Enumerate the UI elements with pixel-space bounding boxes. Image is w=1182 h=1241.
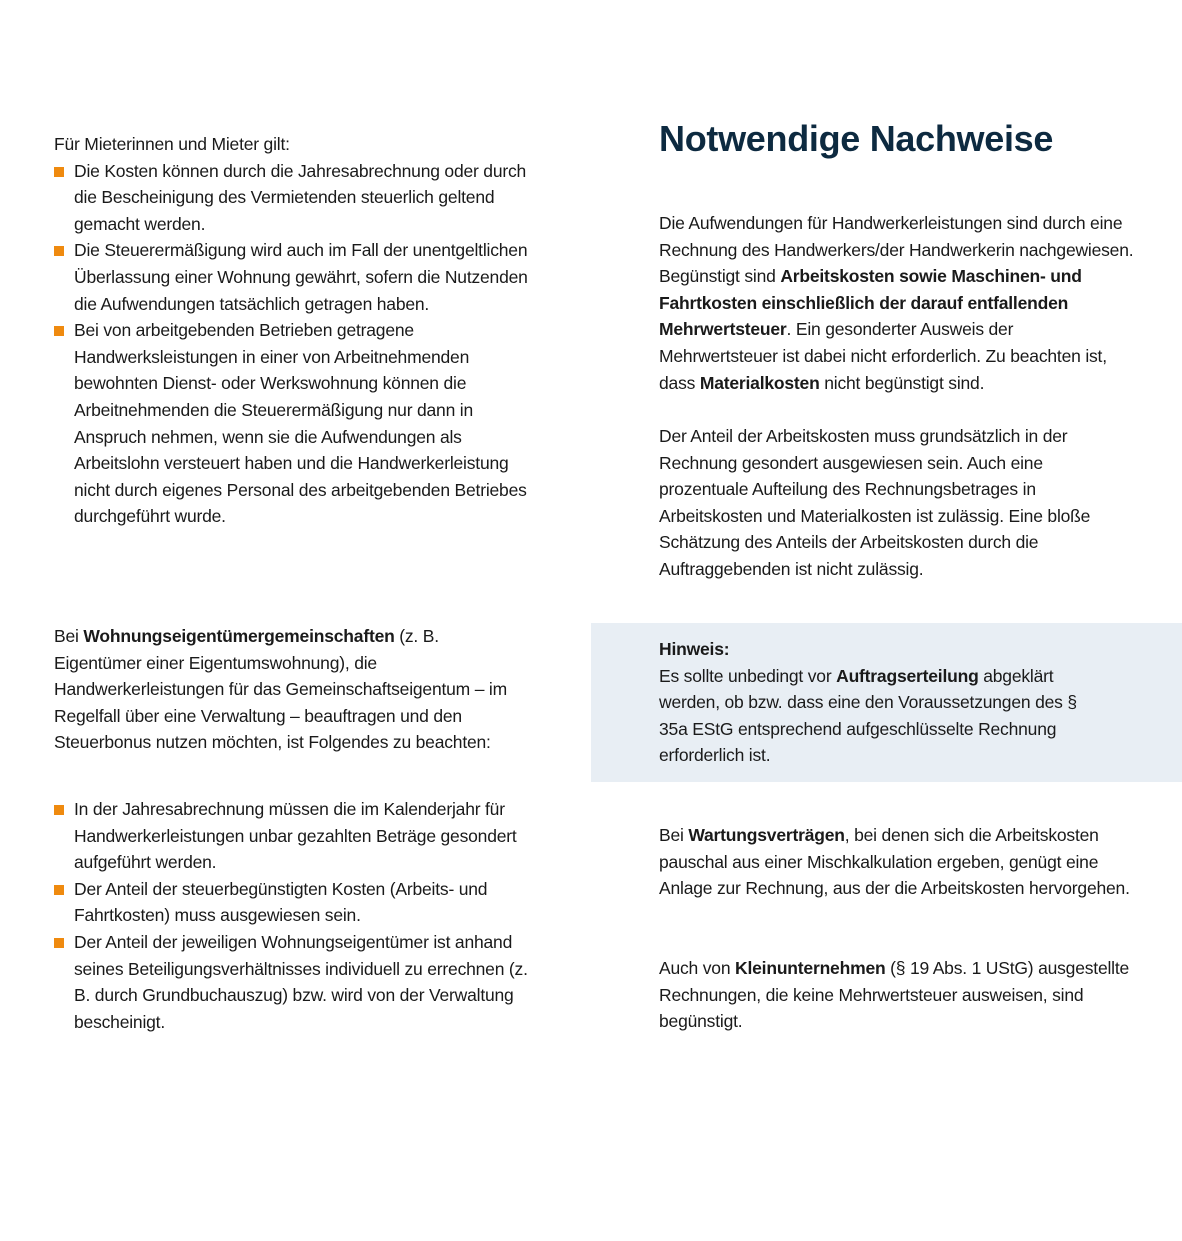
square-bullet-icon: [54, 246, 64, 256]
weg-list: [54, 796, 529, 1035]
tenants-intro: Für Mieterinnen und Mieter gilt:: [54, 134, 290, 154]
square-bullet-icon: [54, 167, 64, 177]
list-item: In der Jahresabrechnung müssen die im Kalenderjahr für Handwerkerleistungen unbar gezahlten Beträge gesondert aufgeführt werden.: [54, 796, 529, 876]
tenants-list: [54, 158, 529, 530]
weg-paragraph: Bei Wohnungseigentümergemeinschaften (z. B. Eigentümer einer Eigentumswohnung), die Handwerkerleistungen für das Gemeinschaftseigentum – im Regelfall über eine Verwaltung – beauftragen und den Steuerbonus nutzen möchten, ist Folgendes zu beachten:: [54, 626, 507, 753]
proof-paragraph: Die Aufwendungen für Handwerkerleistungen sind durch eine Rechnung des Handwerkers/der Handwerkerin nachgewiesen. Begünstigt sind Arbeitskosten sowie Maschinen- und Fahrtkosten einschließlich der darauf entfallenden Mehrwertsteuer. Ein gesonderter Ausweis der Mehrwertsteuer ist dabei nicht erforderlich. Zu beachten ist, dass Materialkosten nicht begünstigt sind.: [659, 213, 1134, 393]
list-item: Die Steuerermäßigung wird auch im Fall der unentgeltlichen Überlassung einer Wohnung gewährt, sofern die Nutzenden die Aufwendungen tatsächlich getragen haben.: [54, 237, 529, 317]
square-bullet-icon: [54, 805, 64, 815]
square-bullet-icon: [54, 326, 64, 336]
labor-costs-paragraph: Der Anteil der Arbeitskosten muss grundsätzlich in der Rechnung gesondert ausgewiesen sein. Auch eine prozentuale Aufteilung des Rechnungsbetrages in Arbeitskosten und Materialkosten ist zulässig. Eine bloße Schätzung des Anteils der Arbeitskosten durch die Auftraggebenden ist nicht zulässig.: [659, 426, 1091, 579]
square-bullet-icon: [54, 938, 64, 948]
note-content: Hinweis: Es sollte unbedingt vor Auftragserteilung abgeklärt werden, ob bzw. dass eine den Voraussetzungen des § 35a EStG entsprechend aufgeschlüsselte Rechnung erforderlich ist.: [659, 639, 1077, 766]
maintenance-paragraph: Bei Wartungsverträgen, bei denen sich die Arbeitskosten pauschal aus einer Mischkalkulation ergeben, genügt eine Anlage zur Rechnung, aus der die Arbeitskosten hervorgehen.: [659, 825, 1130, 899]
small-business-paragraph: Auch von Kleinunternehmen (§ 19 Abs. 1 UStG) ausgestellte Rechnungen, die keine Mehrwertsteuer ausweisen, sind begünstigt.: [659, 958, 1130, 1032]
note-title: Hinweis:: [659, 639, 730, 659]
square-bullet-icon: [54, 885, 64, 895]
tenants-section: [54, 131, 529, 530]
list-item: Bei von arbeitgebenden Betrieben getragene Handwerksleistungen in einer von Arbeitnehmenden bewohnten Dienst- oder Werkswohnung können die Arbeitnehmenden die Steuerermäßigung nur dann in Anspruch nehmen, wenn sie die Aufwendungen als Arbeitslohn versteuert haben und die Handwerkerleistung nicht durch eigenes Personal des arbeitgebenden Betriebes durchgeführt wurde.: [54, 317, 529, 530]
list-item: Der Anteil der steuerbegünstigten Kosten (Arbeits- und Fahrtkosten) muss ausgewiesen sein.: [54, 876, 529, 929]
list-item: Der Anteil der jeweiligen Wohnungseigentümer ist anhand seines Beteiligungsverhältnisses individuell zu errechnen (z. B. durch Grundbuchauszug) bzw. wird von der Verwaltung bescheinigt.: [54, 929, 529, 1035]
page-title: Notwendige Nachweise: [659, 118, 1054, 159]
weg-list-section: [54, 796, 529, 1035]
list-item: Die Kosten können durch die Jahresabrechnung oder durch die Bescheinigung des Vermietenden steuerlich geltend gemacht werden.: [54, 158, 529, 238]
